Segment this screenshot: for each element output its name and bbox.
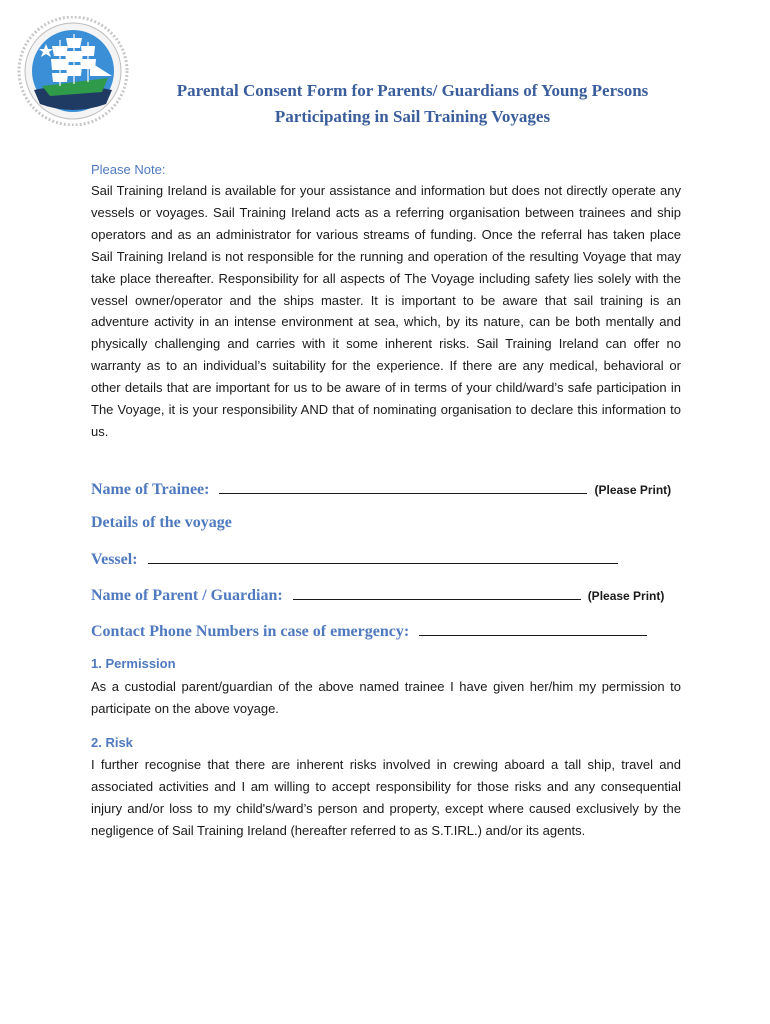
emergency-phone-field xyxy=(91,621,647,641)
vessel-field xyxy=(91,549,618,569)
emergency-phone-input[interactable] xyxy=(419,621,647,636)
guardian-name-label: Name of Parent / Guardian: xyxy=(91,587,283,604)
vessel-label: Vessel: xyxy=(91,551,138,568)
guardian-name-input[interactable] xyxy=(293,585,581,600)
emergency-phone-label: Contact Phone Numbers in case of emergency: xyxy=(91,623,410,640)
trainee-name-input[interactable] xyxy=(219,479,587,494)
voyage-details-heading: Details of the voyage xyxy=(91,514,232,531)
risk-paragraph: I further recognise that there are inherent risks involved in crewing aboard a tall ship, travel and associated activities and I am willing to accept responsibility for those risks and any consequential injury and/or loss to my child's/ward’s person and property, except where caused exclusively by the negligence of Sail Training Ireland (hereafter referred to as S.T.IRL.) and/or its agents. xyxy=(91,757,681,838)
please-note-label: Please Note: xyxy=(91,162,166,177)
intro-paragraph: Sail Training Ireland is available for your assistance and information but does not directly operate any vessels or voyages. Sail Training Ireland acts as a referring organisation between trainees and ship operators and as an administrator for various streams of funding. Once the referral has taken place Sail Training Ireland is not responsible for the running and operation of the resulting Voyage that may take place thereafter. Responsibility for all aspects of The Voyage including safety lies solely with the vessel owner/operator and the ships master. It is important to be aware that sail training is an adventure activity in an intense environment at sea, which, by its nature, can be both mentally and physically challenging and carries with it some inherent risks. Sail Training Ireland can offer no warranty as to an individual’s suitability for the experience. If there are any medical, behavioral or other details that are important for us to be aware of in terms of your child/ward’s safe participation in The Voyage, it is your responsibility AND that of nominating organisation to declare this information to us. xyxy=(91,183,681,439)
vessel-input[interactable] xyxy=(148,549,618,564)
document-title xyxy=(120,78,705,130)
permission-heading: 1. Permission xyxy=(91,656,176,671)
trainee-print-hint: (Please Print) xyxy=(594,483,672,497)
title-line-2: Participating in Sail Training Voyages xyxy=(274,107,551,126)
trainee-name-field xyxy=(91,479,671,499)
title-line-1: Parental Consent Form for Parents/ Guardians of Young Persons xyxy=(176,81,649,100)
permission-paragraph: As a custodial parent/guardian of the above named trainee I have given her/him my permission to participate on the above voyage. xyxy=(91,679,681,716)
guardian-print-hint: (Please Print) xyxy=(587,589,665,603)
guardian-name-field xyxy=(91,585,664,605)
risk-heading: 2. Risk xyxy=(91,735,133,750)
tall-ship-logo-icon xyxy=(16,16,130,126)
trainee-name-label: Name of Trainee: xyxy=(91,481,210,498)
